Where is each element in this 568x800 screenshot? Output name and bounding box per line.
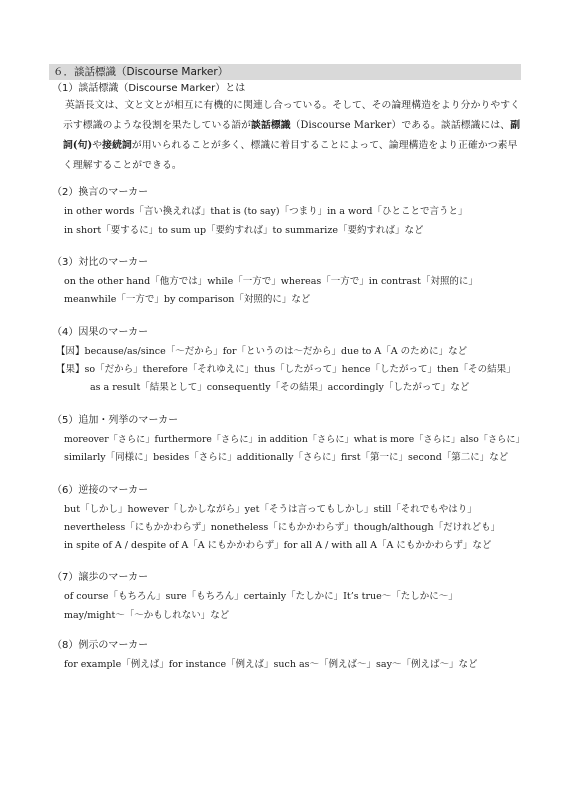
paragraph-text: や — [92, 140, 103, 151]
bold-term-discourse-marker: 談話標識 — [251, 120, 291, 131]
list-item: in spite of A / despite of A「A にもかかわらず」for all A / with all A「A にもかかわらず」など — [64, 540, 492, 551]
list-item: moreover「さらに」furthermore「さらに」in addition「さらに」what is more「さらに」also「さらに」 — [64, 434, 525, 445]
list-item: meanwhile「一方で」by comparison「対照的に」など — [64, 294, 311, 305]
list-item: may/might～「～かもしれない」など — [64, 610, 230, 621]
list-item: in short「要するに」to sum up「要約すれば」to summarize「要約すれば」など — [64, 225, 424, 236]
heading-example-markers: （8）例示のマーカー — [52, 640, 149, 651]
heading-contrast-markers: （3）対比のマーカー — [52, 257, 149, 268]
bold-term-adverb-phrase: 副詞(句) — [63, 120, 521, 151]
list-item: nevertheless「にもかかわらず」nonetheless「にもかかわらず」though/although「だけれども」 — [64, 522, 501, 533]
paragraph-text: が用いられることが多く、標識に着目することによって、論理構造をより正確かつ素早く理解することができる。 — [63, 140, 518, 171]
section-title: ６．談話標識（Discourse Marker） — [49, 64, 521, 80]
heading-addition-markers: （5）追加・列挙のマーカー — [52, 415, 179, 426]
definition-paragraph — [63, 96, 525, 176]
list-item: similarly「同様に」besides「さらに」additionally「さらに」first「第一に」second「第二に」など — [64, 452, 509, 463]
bold-term-conjunction: 接続詞 — [102, 140, 132, 151]
paragraph-text: （Discourse Marker）である。談話標識には、 — [290, 120, 511, 131]
list-item: in other words「言い換えれば」that is (to say)「つまり」in a word「ひとことで言うと」 — [64, 206, 468, 217]
list-item: as a result「結果として」consequently「その結果」accordingly「したがって」など — [90, 382, 470, 393]
list-item: but「しかし」however「しかしながら」yet「そうは言ってもしかし」still「それでもやはり」 — [64, 504, 477, 515]
heading-concession-markers: （7）譲歩のマーカー — [52, 572, 149, 583]
heading-cause-effect-markers: （4）因果のマーカー — [52, 327, 149, 338]
heading-discourse-marker-definition: （1）談話標識（Discourse Marker）とは — [52, 83, 246, 94]
heading-adversative-markers: （6）逆接のマーカー — [52, 485, 149, 496]
list-item: on the other hand「他方では」while「一方で」whereas「一方で」in contrast「対照的に」 — [64, 276, 478, 287]
list-item: 【因】because/as/since「～だから」for「というのは～だから」due to A「A のために」など — [56, 346, 468, 357]
list-item: for example「例えば」for instance「例えば」such as～「例えば～」say～「例えば～」など — [64, 659, 478, 670]
paragraph-text: 英語長文は、文と文とが相互に有機的に関連し合っている。そして、その論理構造をより分かりやすく示す標識のような役割を果たしている語が — [63, 100, 521, 131]
heading-paraphrase-markers: （2）換言のマーカー — [52, 187, 149, 198]
list-item: 【果】so「だから」therefore「それゆえに」thus「したがって」hence「したがって」then「その結果」 — [56, 364, 516, 375]
list-item: of course「もちろん」sure「もちろん」certainly「たしかに」It’s true～「たしかに～」 — [64, 591, 458, 602]
